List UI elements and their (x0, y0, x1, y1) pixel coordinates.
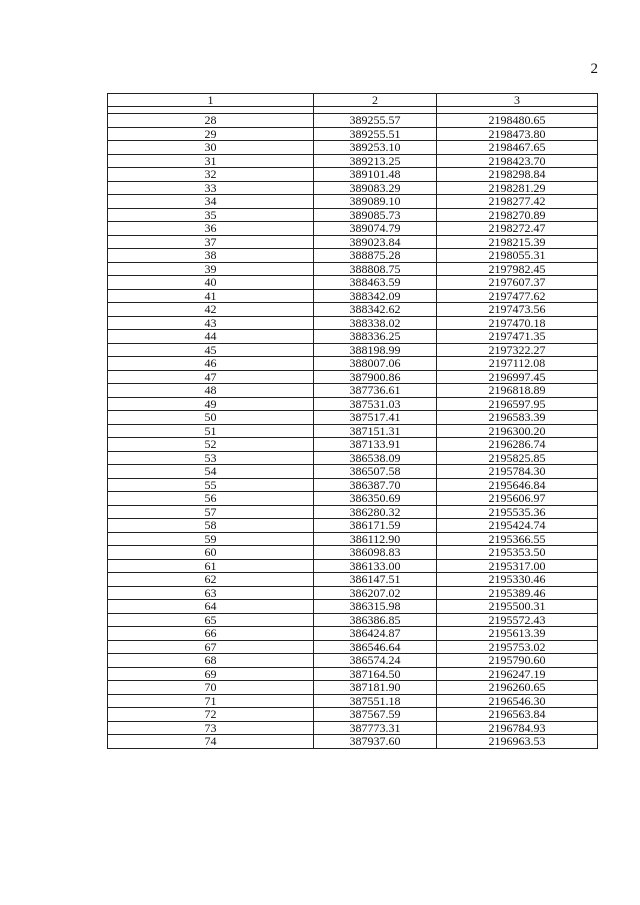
x-coordinate-cell: 388336.25 (314, 330, 437, 344)
y-coordinate-cell: 2195790.60 (437, 654, 598, 668)
y-coordinate-cell: 2197322.27 (437, 343, 598, 357)
point-number-cell: 52 (108, 438, 314, 452)
y-coordinate-cell: 2197112.08 (437, 357, 598, 371)
y-coordinate-cell: 2198055.31 (437, 249, 598, 263)
y-coordinate-cell: 2195784.30 (437, 465, 598, 479)
point-number-cell: 61 (108, 559, 314, 573)
table-row (108, 586, 598, 600)
x-coordinate-cell: 387900.86 (314, 370, 437, 384)
x-coordinate-cell: 386387.70 (314, 478, 437, 492)
table-row (108, 600, 598, 614)
y-coordinate-cell: 2197470.18 (437, 316, 598, 330)
point-number-cell: 72 (108, 708, 314, 722)
point-number-cell: 38 (108, 249, 314, 263)
y-coordinate-cell: 2198473.80 (437, 127, 598, 141)
point-number-cell: 69 (108, 667, 314, 681)
point-number-cell: 35 (108, 208, 314, 222)
point-number-cell: 57 (108, 505, 314, 519)
table-row (108, 289, 598, 303)
point-number-cell: 59 (108, 532, 314, 546)
table-row (108, 438, 598, 452)
y-coordinate-cell: 2195389.46 (437, 586, 598, 600)
table-row (108, 532, 598, 546)
table-row (108, 573, 598, 587)
x-coordinate-cell: 387937.60 (314, 735, 437, 749)
x-coordinate-cell: 388463.59 (314, 276, 437, 290)
point-number-cell: 55 (108, 478, 314, 492)
x-coordinate-cell: 386350.69 (314, 492, 437, 506)
table-row (108, 667, 598, 681)
x-coordinate-cell: 386133.00 (314, 559, 437, 573)
x-coordinate-cell: 386424.87 (314, 627, 437, 641)
table-row (108, 613, 598, 627)
y-coordinate-cell: 2196286.74 (437, 438, 598, 452)
point-number-cell: 48 (108, 384, 314, 398)
x-coordinate-cell: 387133.91 (314, 438, 437, 452)
y-coordinate-cell: 2195606.97 (437, 492, 598, 506)
y-coordinate-cell: 2195366.55 (437, 532, 598, 546)
x-coordinate-cell: 386147.51 (314, 573, 437, 587)
y-coordinate-cell: 2195572.43 (437, 613, 598, 627)
x-coordinate-cell: 386112.90 (314, 532, 437, 546)
y-coordinate-cell: 2197477.62 (437, 289, 598, 303)
x-coordinate-cell: 386386.85 (314, 613, 437, 627)
x-coordinate-cell: 386538.09 (314, 451, 437, 465)
x-coordinate-cell: 389255.57 (314, 114, 437, 128)
y-coordinate-cell: 2196963.53 (437, 735, 598, 749)
point-number-cell: 71 (108, 694, 314, 708)
x-coordinate-cell: 387164.50 (314, 667, 437, 681)
point-number-cell: 36 (108, 222, 314, 236)
x-coordinate-cell: 389085.73 (314, 208, 437, 222)
point-number-cell: 56 (108, 492, 314, 506)
x-coordinate-cell: 387181.90 (314, 681, 437, 695)
y-coordinate-cell: 2195330.46 (437, 573, 598, 587)
x-coordinate-cell: 387773.31 (314, 721, 437, 735)
table-row (108, 114, 598, 128)
point-number-cell: 41 (108, 289, 314, 303)
x-coordinate-cell: 389089.10 (314, 195, 437, 209)
table-row (108, 397, 598, 411)
y-coordinate-cell: 2197471.35 (437, 330, 598, 344)
table-row (108, 316, 598, 330)
y-coordinate-cell: 2195317.00 (437, 559, 598, 573)
table-row (108, 303, 598, 317)
column-header-index: 1 (108, 94, 314, 107)
y-coordinate-cell: 2195535.36 (437, 505, 598, 519)
point-number-cell: 47 (108, 370, 314, 384)
table-row (108, 235, 598, 249)
point-number-cell: 32 (108, 168, 314, 182)
y-coordinate-cell: 2197982.45 (437, 262, 598, 276)
table-row (108, 721, 598, 735)
point-number-cell: 45 (108, 343, 314, 357)
table-row (108, 519, 598, 533)
x-coordinate-cell: 389074.79 (314, 222, 437, 236)
point-number-cell: 40 (108, 276, 314, 290)
table-row (108, 276, 598, 290)
y-coordinate-cell: 2195353.50 (437, 546, 598, 560)
x-coordinate-cell: 388198.99 (314, 343, 437, 357)
table-row (108, 640, 598, 654)
point-number-cell: 66 (108, 627, 314, 641)
point-number-cell: 34 (108, 195, 314, 209)
table-body (108, 107, 598, 749)
x-coordinate-cell: 389101.48 (314, 168, 437, 182)
table-row (108, 384, 598, 398)
point-number-cell: 39 (108, 262, 314, 276)
header-spacer-row (108, 107, 598, 114)
point-number-cell: 68 (108, 654, 314, 668)
y-coordinate-cell: 2195424.74 (437, 519, 598, 533)
table-row (108, 141, 598, 155)
x-coordinate-cell: 386546.64 (314, 640, 437, 654)
x-coordinate-cell: 388808.75 (314, 262, 437, 276)
x-coordinate-cell: 388338.02 (314, 316, 437, 330)
point-number-cell: 50 (108, 411, 314, 425)
x-coordinate-cell: 387151.31 (314, 424, 437, 438)
point-number-cell: 60 (108, 546, 314, 560)
y-coordinate-cell: 2198298.84 (437, 168, 598, 182)
y-coordinate-cell: 2197473.56 (437, 303, 598, 317)
table-row (108, 249, 598, 263)
x-coordinate-cell: 387736.61 (314, 384, 437, 398)
y-coordinate-cell: 2198467.65 (437, 141, 598, 155)
point-number-cell: 70 (108, 681, 314, 695)
x-coordinate-cell: 386207.02 (314, 586, 437, 600)
page-number: 2 (590, 61, 598, 77)
x-coordinate-cell: 388007.06 (314, 357, 437, 371)
x-coordinate-cell: 389083.29 (314, 181, 437, 195)
y-coordinate-cell: 2196300.20 (437, 424, 598, 438)
x-coordinate-cell: 389023.84 (314, 235, 437, 249)
table-row (108, 168, 598, 182)
point-number-cell: 37 (108, 235, 314, 249)
x-coordinate-cell: 387531.03 (314, 397, 437, 411)
table-header (108, 94, 598, 107)
table-row (108, 357, 598, 371)
x-coordinate-cell: 386098.83 (314, 546, 437, 560)
y-coordinate-cell: 2198215.39 (437, 235, 598, 249)
point-number-cell: 74 (108, 735, 314, 749)
table-row (108, 478, 598, 492)
x-coordinate-cell: 386574.24 (314, 654, 437, 668)
x-coordinate-cell: 386315.98 (314, 600, 437, 614)
y-coordinate-cell: 2196260.65 (437, 681, 598, 695)
x-coordinate-cell: 387567.59 (314, 708, 437, 722)
x-coordinate-cell: 388342.09 (314, 289, 437, 303)
y-coordinate-cell: 2196818.89 (437, 384, 598, 398)
point-number-cell: 58 (108, 519, 314, 533)
header-row (108, 94, 598, 107)
point-number-cell: 51 (108, 424, 314, 438)
table-row (108, 654, 598, 668)
x-coordinate-cell: 388342.62 (314, 303, 437, 317)
table-row (108, 505, 598, 519)
point-number-cell: 54 (108, 465, 314, 479)
point-number-cell: 46 (108, 357, 314, 371)
y-coordinate-cell: 2198281.29 (437, 181, 598, 195)
point-number-cell: 63 (108, 586, 314, 600)
y-coordinate-cell: 2195753.02 (437, 640, 598, 654)
table-row (108, 559, 598, 573)
column-header-x: 2 (314, 94, 437, 107)
y-coordinate-cell: 2198270.89 (437, 208, 598, 222)
table-row (108, 222, 598, 236)
y-coordinate-cell: 2198272.47 (437, 222, 598, 236)
y-coordinate-cell: 2196247.19 (437, 667, 598, 681)
y-coordinate-cell: 2195825.85 (437, 451, 598, 465)
x-coordinate-cell: 386507.58 (314, 465, 437, 479)
x-coordinate-cell: 388875.28 (314, 249, 437, 263)
point-number-cell: 31 (108, 154, 314, 168)
y-coordinate-cell: 2197607.37 (437, 276, 598, 290)
point-number-cell: 29 (108, 127, 314, 141)
point-number-cell: 42 (108, 303, 314, 317)
point-number-cell: 53 (108, 451, 314, 465)
x-coordinate-cell: 386280.32 (314, 505, 437, 519)
y-coordinate-cell: 2196583.39 (437, 411, 598, 425)
point-number-cell: 33 (108, 181, 314, 195)
point-number-cell: 67 (108, 640, 314, 654)
table-row (108, 492, 598, 506)
x-coordinate-cell: 389253.10 (314, 141, 437, 155)
x-coordinate-cell: 389213.25 (314, 154, 437, 168)
y-coordinate-cell: 2195646.84 (437, 478, 598, 492)
table-row (108, 465, 598, 479)
table-row (108, 708, 598, 722)
point-number-cell: 73 (108, 721, 314, 735)
y-coordinate-cell: 2198423.70 (437, 154, 598, 168)
table-row (108, 694, 598, 708)
y-coordinate-cell: 2196997.45 (437, 370, 598, 384)
x-coordinate-cell: 387517.41 (314, 411, 437, 425)
table-row (108, 330, 598, 344)
table-row (108, 181, 598, 195)
table-row (108, 154, 598, 168)
table-row (108, 681, 598, 695)
coordinates-table (107, 93, 598, 749)
point-number-cell: 62 (108, 573, 314, 587)
point-number-cell: 43 (108, 316, 314, 330)
point-number-cell: 28 (108, 114, 314, 128)
y-coordinate-cell: 2196597.95 (437, 397, 598, 411)
point-number-cell: 44 (108, 330, 314, 344)
y-coordinate-cell: 2195613.39 (437, 627, 598, 641)
point-number-cell: 65 (108, 613, 314, 627)
table-row (108, 262, 598, 276)
y-coordinate-cell: 2195500.31 (437, 600, 598, 614)
table-row (108, 735, 598, 749)
table-row (108, 208, 598, 222)
table-row (108, 546, 598, 560)
table-row (108, 370, 598, 384)
y-coordinate-cell: 2196563.84 (437, 708, 598, 722)
y-coordinate-cell: 2198480.65 (437, 114, 598, 128)
point-number-cell: 49 (108, 397, 314, 411)
y-coordinate-cell: 2198277.42 (437, 195, 598, 209)
column-header-y: 3 (437, 94, 598, 107)
x-coordinate-cell: 386171.59 (314, 519, 437, 533)
table-row (108, 127, 598, 141)
table-row (108, 627, 598, 641)
point-number-cell: 30 (108, 141, 314, 155)
table-row (108, 195, 598, 209)
table-row (108, 411, 598, 425)
table-row (108, 424, 598, 438)
table-row (108, 343, 598, 357)
x-coordinate-cell: 387551.18 (314, 694, 437, 708)
table-row (108, 451, 598, 465)
y-coordinate-cell: 2196784.93 (437, 721, 598, 735)
x-coordinate-cell: 389255.51 (314, 127, 437, 141)
point-number-cell: 64 (108, 600, 314, 614)
y-coordinate-cell: 2196546.30 (437, 694, 598, 708)
